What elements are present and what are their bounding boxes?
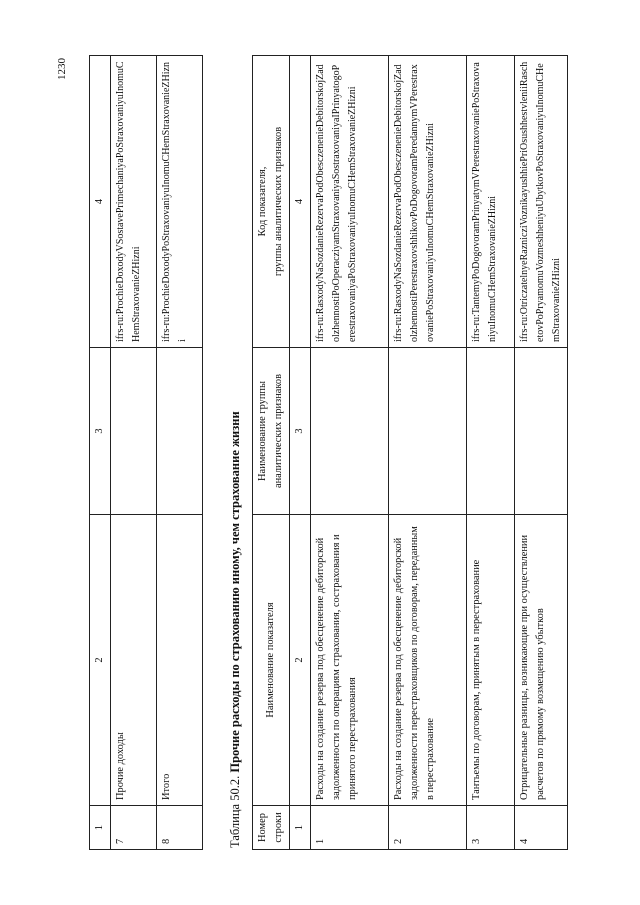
table-caption xyxy=(226,411,244,848)
indicator-name: Итого xyxy=(157,515,203,806)
column-number-cell: 3 xyxy=(290,348,311,515)
group-name xyxy=(515,348,568,515)
indicator-name: Прочие доходы xyxy=(111,515,157,806)
group-name xyxy=(311,348,389,515)
indicator-code: ifrs-ru:TantemyPoDogovoramPrinyatymVPerestraxovaniePoStraxovaniyuInomuCHemStraxovanieZHizni xyxy=(467,56,515,348)
group-name xyxy=(111,348,157,515)
column-header-line: группы аналитических признаков xyxy=(273,126,284,277)
column-header: Наименование группы аналитических признаков xyxy=(253,348,290,515)
group-name xyxy=(389,348,467,515)
continuation-table xyxy=(89,55,203,850)
table-row xyxy=(111,56,157,850)
indicator-code: ifrs-ru:RasxodyNaSozdanieRezervaPodObesczenenieDebitorskojZadolzhennostiPerestraxovshhikovPoDogovoramPeredannymVPerestraxovaniePoStraxovaniyuInomuCHemStraxovanieZHizni xyxy=(389,56,467,348)
indicator-name: Отрицательные разницы, возникающие при осуществлении расчетов по прямому возмещению убытков xyxy=(515,515,568,806)
row-number: 2 xyxy=(389,806,467,850)
table-header-row xyxy=(90,56,111,850)
column-header: Наименование показателя xyxy=(253,515,290,806)
group-name xyxy=(467,348,515,515)
column-header: Номер строки xyxy=(253,806,290,850)
table-row xyxy=(515,56,568,850)
row-number: 4 xyxy=(515,806,568,850)
indicator-code: ifrs-ru:ProchieDoxodyVSostavePrimechaniyaPoStraxovaniyuInomuCHemStraxovanieZHizni xyxy=(111,56,157,348)
table-row xyxy=(311,56,389,850)
table-row xyxy=(389,56,467,850)
other-expenses-table xyxy=(252,55,568,850)
column-number-cell: 4 xyxy=(90,56,111,348)
column-index-row xyxy=(290,56,311,850)
row-number: 7 xyxy=(111,806,157,850)
column-number-cell: 3 xyxy=(90,348,111,515)
column-number-cell: 1 xyxy=(90,806,111,850)
caption-title: Прочие расходы по страхованию иному, чем страхование жизни xyxy=(228,411,242,773)
table-row xyxy=(467,56,515,850)
group-name xyxy=(157,348,203,515)
row-number: 1 xyxy=(311,806,389,850)
indicator-code: ifrs-ru:OtriczatelnyeRaznicziVoznikayushhiePriOsushhestvleniiRaschetovPoPryamomuVozmeshheniyuUbytkovPoStraxovaniyuInomuCHemStraxovanieZHizni xyxy=(515,56,568,348)
column-header xyxy=(253,56,290,348)
indicator-name: Расходы на создание резерва под обесценение дебиторской задолженности по операциям страхования, сострахования и принятого перестрахования xyxy=(311,515,389,806)
table-header-row xyxy=(253,56,290,850)
column-number-cell: 2 xyxy=(290,515,311,806)
table-row xyxy=(157,56,203,850)
caption-prefix: Таблица 50.2. xyxy=(228,775,242,848)
indicator-code: ifrs-ru:ProchieDoxodyPoStraxovaniyuInomuCHemStraxovanieZHizni xyxy=(157,56,203,348)
column-number-cell: 4 xyxy=(290,56,311,348)
row-number: 8 xyxy=(157,806,203,850)
indicator-name: Расходы на создание резерва под обесценение дебиторской задолженности перестраховщиков по договорам, переданным в перестрахование xyxy=(389,515,467,806)
column-number-cell: 2 xyxy=(90,515,111,806)
row-number: 3 xyxy=(467,806,515,850)
column-number-cell: 1 xyxy=(290,806,311,850)
column-header-line: Код показателя, xyxy=(257,166,268,237)
indicator-name: Тантьемы по договорам, принятым в перестрахование xyxy=(467,515,515,806)
indicator-code: ifrs-ru:RasxodyNaSozdanieRezervaPodObesczenenieDebitorskojZadolzhennostiPoOperacziyamStraxovaniyaSostraxovaniyaIPrinyatogoPerestraxovaniyaPoStraxovaniyuInomuCHemStraxovanieZHizni xyxy=(311,56,389,348)
page-number: 1230 xyxy=(56,58,68,80)
